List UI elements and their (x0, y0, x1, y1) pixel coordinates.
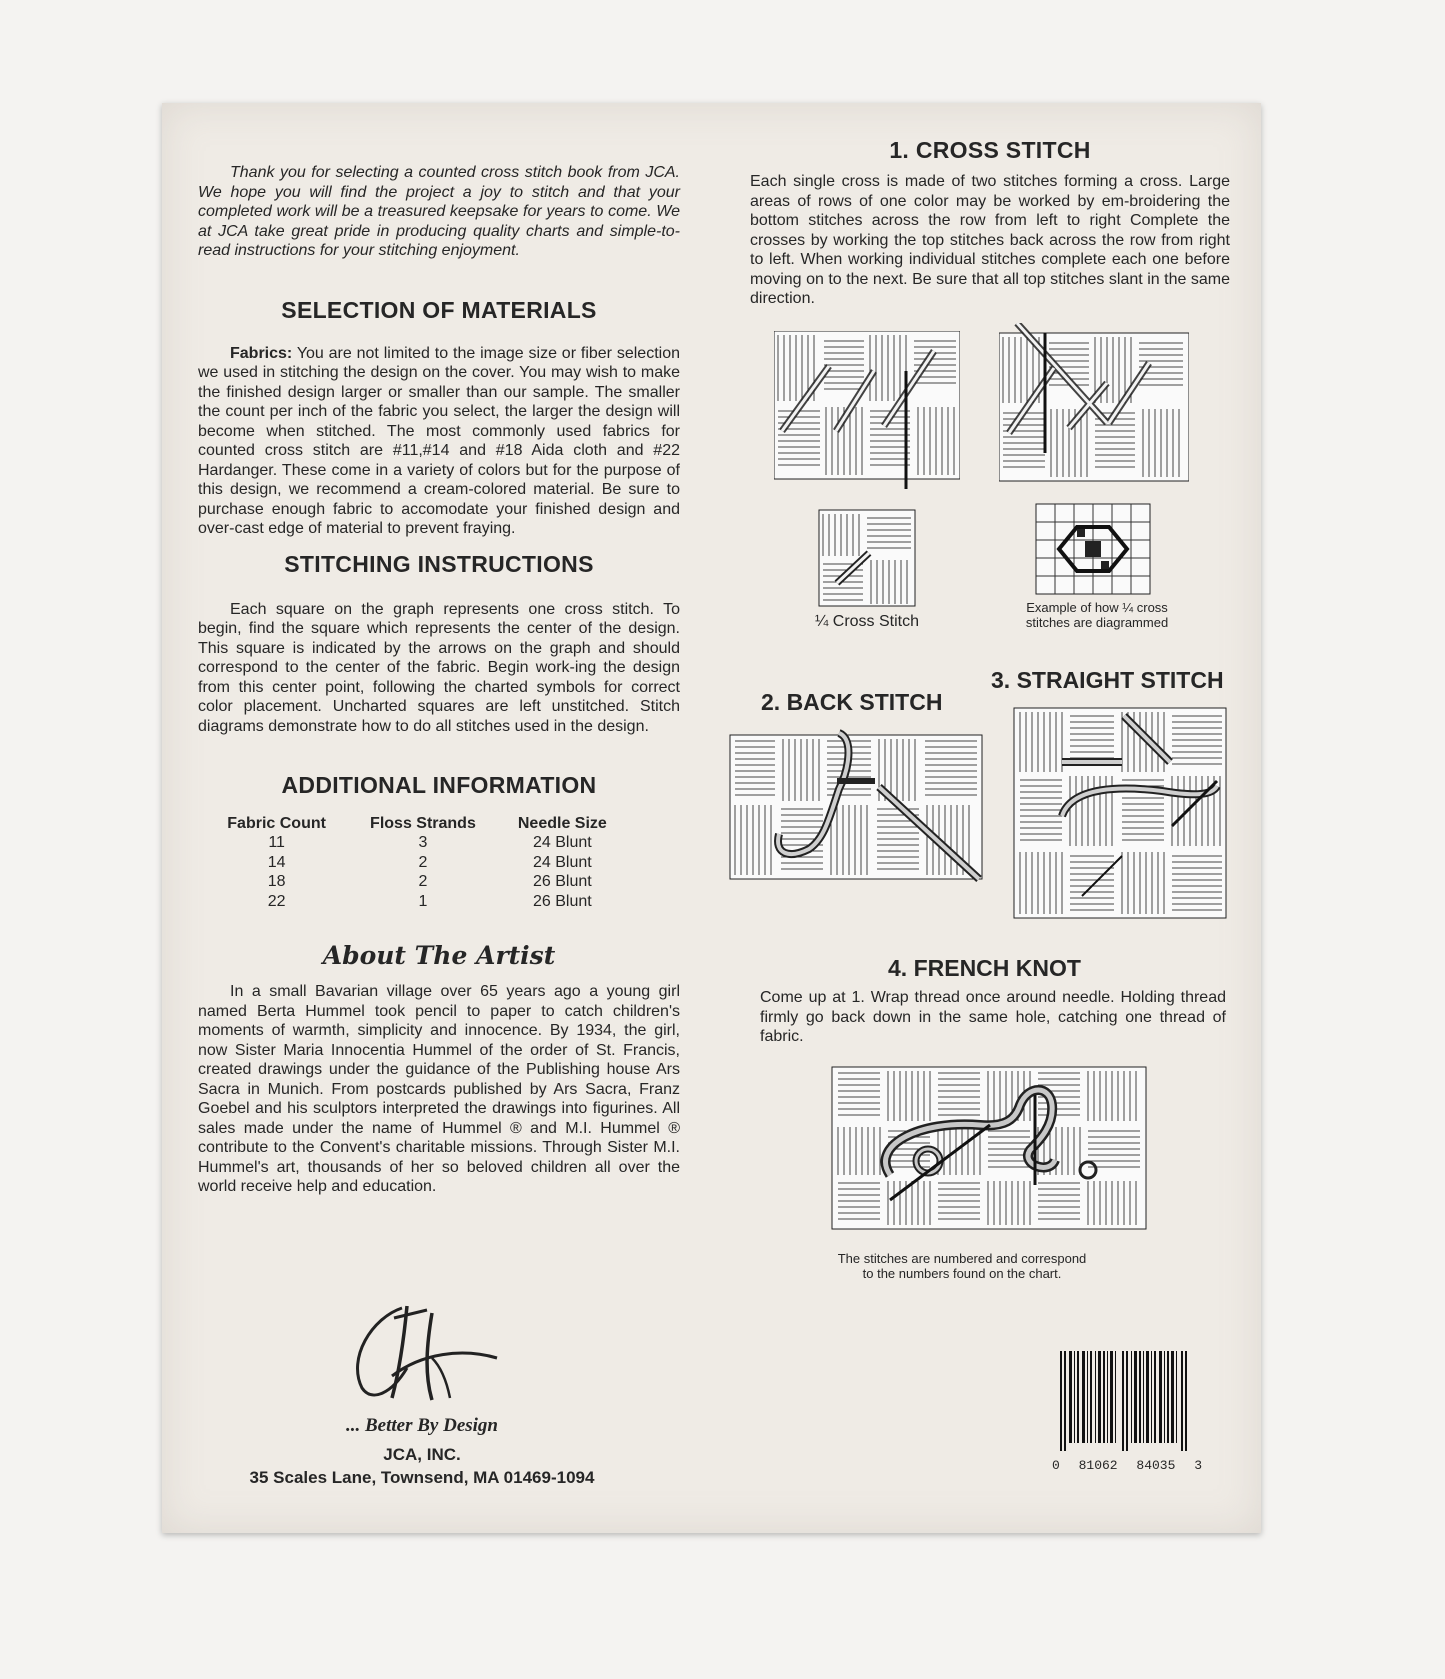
materials-paragraph (198, 344, 680, 539)
jca-logo (332, 1298, 512, 1408)
caption-line-1: The stitches are numbered and correspond (837, 1251, 1087, 1266)
barcode-digit-right: 3 (1194, 1458, 1202, 1473)
quarter-cross-stitch-diagram (817, 508, 917, 608)
left-column (198, 163, 680, 1197)
example-caption (1017, 600, 1177, 630)
table-row (206, 872, 626, 892)
materials-text: You are not limited to the image size or fiber selection we used in stitching the design on the cover. You may wish to make the finished design larger or smaller than our sample. The smaller the count per inch of the fabric you select, the larger the design will become when stitched. The most commonly used fabrics for counted cross stitch are #11,#14 and #18 Aida cloth and #22 Hardanger. These come in a variety of colors but for the purpose of this design, we recommend a cream-colored material. Be sure to purchase enough fabric to accomodate your finished design and over-cast edge of material to prevent fraying. (198, 344, 681, 537)
company-tagline: ... Better By Design (346, 1415, 498, 1436)
french-knot-diagram (830, 1065, 1148, 1231)
table-cell: 26 Blunt (532, 873, 592, 890)
barcode-digit-left: 0 (1052, 1458, 1060, 1473)
fabric-info-table (206, 815, 626, 911)
company-address: 35 Scales Lane, Townsend, MA 01469-1094 (249, 1468, 595, 1487)
company-block (222, 1298, 622, 1488)
cross-stitch-diagram-2 (999, 323, 1189, 489)
table-cell: 22 (267, 892, 286, 910)
example-caption-line-2: stitches are diagrammed (1025, 615, 1169, 630)
barcode-digits-1: 81062 (1078, 1458, 1118, 1473)
materials-heading: SELECTION OF MATERIALS (281, 296, 597, 323)
quarter-cross-caption: ¼ Cross Stitch (814, 613, 920, 630)
artist-paragraph: In a small Bavarian village over 65 years ago a young girl named Berta Hummel took pencil to paper to catch children's moments of warmth, simplicity and innocence. By 1934, the girl, now Sister Maria Innocentia Hummel of the order of St. Francis, created drawings under the guidance of the Publishing house Ars Sacra in Munich. From postcards published by Ars Sacra, Franz Goebel and his sculptors interpreted the drawings into figurines. All sales made under the name of Hummel ® and M.I. Hummel ® contribute to the Convent's charitable missions. Through Sister M.I. Hummel's art, thousands of her so beloved children all over the world receive help and education. (198, 983, 680, 1195)
table-cell: 24 Blunt (532, 853, 592, 871)
french-knot-heading: 4. FRENCH KNOT (888, 955, 1081, 981)
table-cell: 3 (418, 834, 428, 851)
table-cell: 26 Blunt (532, 892, 592, 910)
table-cell: 2 (418, 853, 428, 871)
table-cell: 1 (418, 892, 428, 910)
fabrics-label: Fabrics: (230, 344, 293, 362)
table-cell: 24 Blunt (532, 834, 592, 851)
table-cell: 18 (267, 873, 286, 890)
booklet-back-cover (162, 103, 1261, 1533)
french-knot-caption (782, 1251, 1142, 1281)
table-cell: 11 (268, 834, 285, 851)
french-knot-paragraph: Come up at 1. Wrap thread once around needle. Holding thread firmly go back down in the same hole, catching one thread of fabric. (760, 989, 1226, 1045)
straight-stitch-diagram (1012, 706, 1228, 920)
company-name: JCA, INC. (383, 1445, 461, 1464)
table-cell: 2 (418, 873, 428, 890)
artist-heading: About The Artist (322, 941, 556, 970)
straight-stitch-heading: 3. STRAIGHT STITCH (991, 667, 1224, 693)
quarter-cross-example-diagram (1035, 503, 1151, 595)
example-caption-line-1: Example of how ¼ cross (1026, 600, 1168, 615)
back-stitch-diagram (729, 729, 987, 887)
additional-heading: ADDITIONAL INFORMATION (281, 772, 597, 798)
table-cell: 14 (267, 853, 286, 871)
cross-stitch-heading: 1. CROSS STITCH (889, 137, 1091, 163)
barcode (1052, 1351, 1202, 1473)
intro-paragraph: Thank you for selecting a counted cross stitch book from JCA. We hope you will find the project a joy to stitch and that your completed work will be a treasured keepsake for years to come. We at JCA take great pride in producing quality charts and simple-to-read instructions for your stitching enjoyment. (198, 164, 680, 259)
table-row (206, 853, 626, 873)
right-column (750, 137, 1230, 309)
cross-stitch-diagram-1 (774, 331, 960, 489)
caption-line-2: to the numbers found on the chart. (862, 1266, 1062, 1281)
table-header: Needle Size (517, 815, 607, 832)
table-row (206, 833, 626, 853)
barcode-number (1052, 1458, 1202, 1473)
stitching-paragraph: Each square on the graph represents one cross stitch. To begin, find the square which represents the center of the design. This square is indicated by the arrows on the graph and should correspond to the center of the fabric. Begin work-ing the design from this center point, following the charted symbols for correct color placement. Uncharted squares are left unstitched. Stitch diagrams demonstrate how to do all stitches used in the design. (198, 600, 680, 735)
table-row (206, 892, 626, 912)
table-header: Fabric Count (227, 815, 326, 832)
stitching-heading: STITCHING INSTRUCTIONS (284, 550, 594, 577)
back-stitch-heading: 2. BACK STITCH (761, 689, 943, 715)
barcode-bars (1052, 1351, 1202, 1451)
table-header: Floss Strands (370, 815, 476, 832)
barcode-digits-2: 84035 (1136, 1458, 1176, 1473)
table-header-row (206, 815, 626, 833)
cross-stitch-paragraph: Each single cross is made of two stitches forming a cross. Large areas of rows of one color may be worked by em-broidering the bottom stitches across the row from left to right Complete the crosses by working the top stitches back across the row from right to left. When working individual stitches complete each one before moving on to the next. Be sure that all top stitches slant in the same direction. (750, 173, 1230, 307)
